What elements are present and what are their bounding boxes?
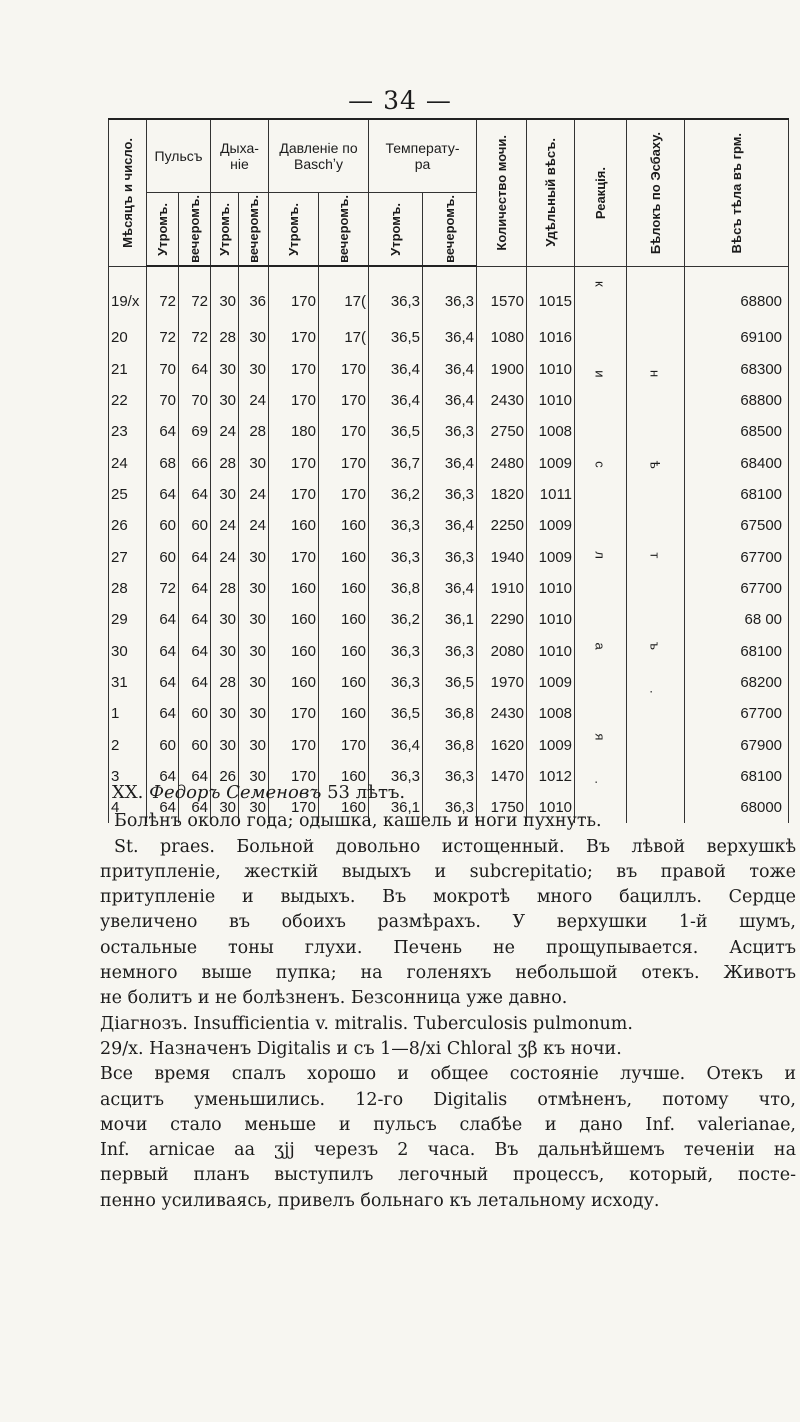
header-breath: Дыха- ніе <box>211 119 269 193</box>
cell-date: 31 <box>109 667 147 698</box>
cell-t2: 36,1 <box>423 604 477 635</box>
cell-weight: 68000 <box>685 792 789 823</box>
cell-pr2: 170 <box>319 416 369 447</box>
cell-p1: 64 <box>147 698 179 729</box>
cell-b2: 28 <box>239 416 269 447</box>
cell-pr1: 170 <box>269 698 319 729</box>
cell-t1: 36,4 <box>369 729 423 760</box>
cell-date: 29 <box>109 604 147 635</box>
cell-date: 21 <box>109 353 147 384</box>
cell-g: 1009 <box>527 729 575 760</box>
table-row <box>109 416 789 447</box>
cell-b1: 30 <box>211 266 239 322</box>
cell-p1: 64 <box>147 761 179 792</box>
cell-b2: 30 <box>239 729 269 760</box>
cell-u: 2430 <box>477 385 527 416</box>
cell-t2: 36,8 <box>423 729 477 760</box>
cell-weight: 68800 <box>685 266 789 322</box>
cell-t2: 36,4 <box>423 573 477 604</box>
cell-g: 1008 <box>527 416 575 447</box>
cell-pr1: 160 <box>269 604 319 635</box>
cell-weight: 68400 <box>685 447 789 478</box>
cell-t1: 36,1 <box>369 792 423 823</box>
cell-u: 1970 <box>477 667 527 698</box>
cell-p2: 72 <box>179 266 211 322</box>
cell-b2: 30 <box>239 353 269 384</box>
cell-u: 1080 <box>477 322 527 353</box>
table-body <box>109 266 789 823</box>
table-row <box>109 729 789 760</box>
cell-p1: 72 <box>147 322 179 353</box>
header-pressure: Давленіе по Ваschʼу <box>269 119 369 193</box>
cell-b1: 28 <box>211 447 239 478</box>
cell-b1: 28 <box>211 322 239 353</box>
cell-t1: 36,3 <box>369 761 423 792</box>
cell-weight: 68100 <box>685 479 789 510</box>
cell-pr2: 160 <box>319 761 369 792</box>
cell-b2: 30 <box>239 322 269 353</box>
header-pulse-evening: вечеромъ. <box>179 193 211 267</box>
cell-b1: 30 <box>211 353 239 384</box>
cell-b2: 30 <box>239 541 269 572</box>
cell-t1: 36,3 <box>369 510 423 541</box>
cell-p1: 64 <box>147 416 179 447</box>
cell-date: 2 <box>109 729 147 760</box>
cell-t1: 36,5 <box>369 698 423 729</box>
header-breath-evening: вечеромъ. <box>239 193 269 267</box>
cell-p2: 70 <box>179 385 211 416</box>
cell-u: 1470 <box>477 761 527 792</box>
cell-g: 1009 <box>527 447 575 478</box>
header-pulse: Пульсъ <box>147 119 211 193</box>
cell-date: 23 <box>109 416 147 447</box>
cell-u: 2750 <box>477 416 527 447</box>
cell-date: 22 <box>109 385 147 416</box>
cell-t1: 36,2 <box>369 479 423 510</box>
cell-b2: 30 <box>239 761 269 792</box>
cell-pr2: 17( <box>319 266 369 322</box>
cell-p2: 64 <box>179 761 211 792</box>
table-row <box>109 604 789 635</box>
cell-u: 2430 <box>477 698 527 729</box>
text-line: остальные тоны глухи. Печень не прощупывается. Асцитъ <box>100 937 796 958</box>
cell-b2: 30 <box>239 698 269 729</box>
cell-t2: 36,4 <box>423 385 477 416</box>
cell-g: 1015 <box>527 266 575 322</box>
table-row <box>109 698 789 729</box>
cell-p2: 64 <box>179 353 211 384</box>
cell-p2: 64 <box>179 573 211 604</box>
header-breath-morning: Утромъ. <box>211 193 239 267</box>
cell-u: 1940 <box>477 541 527 572</box>
cell-pr1: 170 <box>269 266 319 322</box>
table-row <box>109 667 789 698</box>
cell-t2: 36,3 <box>423 761 477 792</box>
cell-p2: 64 <box>179 667 211 698</box>
cell-t1: 36,7 <box>369 447 423 478</box>
header-pulse-morning: Утромъ. <box>147 193 179 267</box>
cell-b1: 30 <box>211 729 239 760</box>
cell-date: 3 <box>109 761 147 792</box>
text-line: Все время спалъ хорошо и общее состояніе лучше. Отекъ и <box>100 1064 796 1085</box>
cell-u: 2080 <box>477 635 527 666</box>
cell-p2: 72 <box>179 322 211 353</box>
cell-b1: 24 <box>211 416 239 447</box>
cell-p1: 72 <box>147 266 179 322</box>
cell-t1: 36,3 <box>369 266 423 322</box>
cell-b2: 36 <box>239 266 269 322</box>
cell-t1: 36,8 <box>369 573 423 604</box>
cell-g: 1009 <box>527 510 575 541</box>
cell-t2: 36,3 <box>423 416 477 447</box>
cell-p1: 72 <box>147 573 179 604</box>
header-temperature-evening: вечеромъ. <box>423 193 477 267</box>
cell-date: 25 <box>109 479 147 510</box>
cell-t1: 36,5 <box>369 416 423 447</box>
cell-g: 1009 <box>527 541 575 572</box>
cell-t2: 36,3 <box>423 635 477 666</box>
cell-b1: 30 <box>211 635 239 666</box>
cell-pr1: 170 <box>269 541 319 572</box>
cell-t2: 36,4 <box>423 447 477 478</box>
cell-g: 1010 <box>527 635 575 666</box>
text-line: первый планъ выступилъ легочный процессъ, который, посте- <box>100 1165 796 1186</box>
cell-b2: 24 <box>239 385 269 416</box>
table-row <box>109 266 789 322</box>
cell-b1: 24 <box>211 541 239 572</box>
cell-g: 1009 <box>527 667 575 698</box>
cell-t2: 36,4 <box>423 353 477 384</box>
cell-p1: 64 <box>147 479 179 510</box>
text-line: притупленіе и выдыхъ. Въ мокротѣ много бациллъ. Сердце <box>100 887 796 908</box>
cell-b1: 28 <box>211 573 239 604</box>
cell-pr1: 170 <box>269 447 319 478</box>
table-row <box>109 322 789 353</box>
cell-b2: 30 <box>239 792 269 823</box>
cell-pr2: 160 <box>319 510 369 541</box>
cell-g: 1010 <box>527 792 575 823</box>
table-row <box>109 541 789 572</box>
cell-p1: 64 <box>147 604 179 635</box>
cell-u: 1570 <box>477 266 527 322</box>
cell-t1: 36,3 <box>369 541 423 572</box>
cell-t2: 36,5 <box>423 667 477 698</box>
cell-u: 2480 <box>477 447 527 478</box>
cell-pr2: 160 <box>319 792 369 823</box>
cell-b2: 24 <box>239 510 269 541</box>
cell-p2: 64 <box>179 792 211 823</box>
header-reaction: Реакція. <box>575 119 627 266</box>
cell-b2: 30 <box>239 635 269 666</box>
cell-p1: 68 <box>147 447 179 478</box>
table-row <box>109 385 789 416</box>
cell-u: 2290 <box>477 604 527 635</box>
header-temperature-morning: Утромъ. <box>369 193 423 267</box>
cell-pr2: 160 <box>319 573 369 604</box>
cell-pr2: 160 <box>319 698 369 729</box>
protein-value: н ѣ т ъ. <box>647 370 663 734</box>
case-age: 53 лѣтъ. <box>327 782 406 803</box>
header-protein: Бѣлокъ по Эсбаху. <box>627 119 685 266</box>
cell-p2: 64 <box>179 604 211 635</box>
cell-u: 1820 <box>477 479 527 510</box>
cell-b1: 30 <box>211 479 239 510</box>
cell-pr2: 170 <box>319 729 369 760</box>
cell-pr1: 170 <box>269 792 319 823</box>
cell-p1: 70 <box>147 353 179 384</box>
header-gravity: Удѣльный вѣсъ. <box>527 119 575 266</box>
cell-t1: 36,3 <box>369 667 423 698</box>
cell-pr1: 170 <box>269 353 319 384</box>
cell-weight: 67700 <box>685 541 789 572</box>
table-row <box>109 447 789 478</box>
cell-pr2: 160 <box>319 667 369 698</box>
cell-pr2: 170 <box>319 479 369 510</box>
header-pressure-morning: Утромъ. <box>269 193 319 267</box>
cell-weight: 69100 <box>685 322 789 353</box>
cell-t2: 36,4 <box>423 510 477 541</box>
text-line: Діагнозъ. Insufficientia v. mitralis. Tuberculosis pulmonum. <box>100 1013 633 1034</box>
cell-date: 28 <box>109 573 147 604</box>
cell-b2: 30 <box>239 447 269 478</box>
cell-p1: 60 <box>147 729 179 760</box>
cell-b2: 30 <box>239 573 269 604</box>
cell-b2: 30 <box>239 667 269 698</box>
cell-pr1: 170 <box>269 729 319 760</box>
cell-weight: 68300 <box>685 353 789 384</box>
header-pressure-evening: вечеромъ. <box>319 193 369 267</box>
header-temperature: Температу- ра <box>369 119 477 193</box>
cell-reaction <box>575 266 627 823</box>
cell-weight: 68800 <box>685 385 789 416</box>
cell-u: 1750 <box>477 792 527 823</box>
cell-p1: 70 <box>147 385 179 416</box>
cell-weight: 68100 <box>685 635 789 666</box>
text-line: St. praes. Больной довольно истощенный. Въ лѣвой верхушкѣ <box>114 836 796 857</box>
cell-b2: 24 <box>239 479 269 510</box>
cell-t2: 36,4 <box>423 322 477 353</box>
cell-t2: 36,8 <box>423 698 477 729</box>
cell-pr1: 170 <box>269 385 319 416</box>
cell-pr1: 160 <box>269 635 319 666</box>
cell-pr1: 170 <box>269 761 319 792</box>
cell-b1: 26 <box>211 761 239 792</box>
cell-t2: 36,3 <box>423 541 477 572</box>
cell-date: 4 <box>109 792 147 823</box>
cell-b1: 28 <box>211 667 239 698</box>
cell-pr2: 17( <box>319 322 369 353</box>
cell-t1: 36,4 <box>369 353 423 384</box>
cell-t2: 36,3 <box>423 479 477 510</box>
cell-t2: 36,3 <box>423 266 477 322</box>
cell-b1: 30 <box>211 604 239 635</box>
cell-date: 30 <box>109 635 147 666</box>
cell-weight: 68100 <box>685 761 789 792</box>
cell-p2: 60 <box>179 729 211 760</box>
cell-pr1: 170 <box>269 322 319 353</box>
case-number: XX. <box>112 782 144 803</box>
cell-b2: 30 <box>239 604 269 635</box>
cell-p1: 64 <box>147 792 179 823</box>
cell-u: 2250 <box>477 510 527 541</box>
page-number: — 34 — <box>348 86 452 115</box>
case-text <box>100 780 796 1214</box>
header-weight: Вѣсъ тѣла въ грм. <box>685 119 789 266</box>
cell-b1: 30 <box>211 385 239 416</box>
cell-weight: 68200 <box>685 667 789 698</box>
observation-table <box>108 118 789 823</box>
cell-p2: 64 <box>179 479 211 510</box>
case-name: Федоръ Семеновъ <box>149 782 322 803</box>
cell-date: 1 <box>109 698 147 729</box>
cell-g: 1011 <box>527 479 575 510</box>
cell-weight: 68 00 <box>685 604 789 635</box>
cell-g: 1010 <box>527 385 575 416</box>
cell-weight: 67500 <box>685 510 789 541</box>
cell-p1: 60 <box>147 510 179 541</box>
cell-t1: 36,5 <box>369 322 423 353</box>
cell-pr2: 170 <box>319 385 369 416</box>
text-line: не болитъ и не болѣзненъ. Безсонница уже давно. <box>100 988 568 1009</box>
text-line: пенно усиливаясь, привелъ больнаго къ летальному исходу. <box>100 1190 660 1211</box>
cell-u: 1910 <box>477 573 527 604</box>
text-line: 29/x. Назначенъ Digitalis и съ 1—8/xi Chloral ʒβ къ ночи. <box>100 1038 622 1059</box>
text-line: Болѣнъ около года; одышка, кашель и ноги пухнуть. <box>114 811 602 832</box>
cell-p2: 60 <box>179 510 211 541</box>
cell-weight: 68500 <box>685 416 789 447</box>
cell-g: 1010 <box>527 353 575 384</box>
cell-t1: 36,3 <box>369 635 423 666</box>
cell-u: 1900 <box>477 353 527 384</box>
cell-p1: 64 <box>147 635 179 666</box>
cell-p1: 60 <box>147 541 179 572</box>
header-date: Мѣсяцъ и число. <box>109 119 147 266</box>
cell-p2: 64 <box>179 635 211 666</box>
text-line: немного выше пупка; на голеняхъ небольшой отекъ. Животъ <box>100 963 796 984</box>
observation-table-wrapper <box>108 118 788 823</box>
cell-pr1: 160 <box>269 510 319 541</box>
cell-date: 20 <box>109 322 147 353</box>
table-row <box>109 635 789 666</box>
header-urine: Количество мочи. <box>477 119 527 266</box>
table-row <box>109 479 789 510</box>
cell-g: 1010 <box>527 604 575 635</box>
cell-pr1: 180 <box>269 416 319 447</box>
text-line: Inf. arnicae aa ʒjj черезъ 2 часа. Въ дальнѣйшемъ теченіи на <box>100 1140 796 1161</box>
text-line: мочи стало меньше и пульсъ слабѣе и дано Inf. valerianae, <box>100 1114 796 1135</box>
table-row <box>109 353 789 384</box>
cell-u: 1620 <box>477 729 527 760</box>
text-line: увеличено въ обоихъ размѣрахъ. У верхушки 1-й шумъ, <box>100 912 796 933</box>
cell-g: 1016 <box>527 322 575 353</box>
cell-pr2: 160 <box>319 635 369 666</box>
text-line: асцитъ уменьшились. 12-го Digitalis отмѣненъ, потому что, <box>100 1089 796 1110</box>
table-row <box>109 573 789 604</box>
cell-date: 26 <box>109 510 147 541</box>
cell-pr1: 160 <box>269 573 319 604</box>
cell-t1: 36,2 <box>369 604 423 635</box>
cell-pr1: 170 <box>269 479 319 510</box>
cell-date: 19/x <box>109 266 147 322</box>
cell-pr2: 170 <box>319 353 369 384</box>
cell-weight: 67700 <box>685 698 789 729</box>
text-line: притупленіе, жесткій выдыхъ и subcrepitatio; въ правой тоже <box>100 861 796 882</box>
cell-p1: 64 <box>147 667 179 698</box>
cell-g: 1010 <box>527 573 575 604</box>
cell-b1: 30 <box>211 698 239 729</box>
cell-p2: 69 <box>179 416 211 447</box>
cell-protein <box>627 266 685 823</box>
cell-pr2: 170 <box>319 447 369 478</box>
cell-b1: 24 <box>211 510 239 541</box>
case-paragraphs <box>100 809 796 1214</box>
table-row <box>109 510 789 541</box>
cell-p2: 66 <box>179 447 211 478</box>
cell-t2: 36,3 <box>423 792 477 823</box>
cell-date: 24 <box>109 447 147 478</box>
cell-pr2: 160 <box>319 541 369 572</box>
cell-p2: 60 <box>179 698 211 729</box>
cell-g: 1008 <box>527 698 575 729</box>
cell-weight: 67700 <box>685 573 789 604</box>
cell-pr1: 160 <box>269 667 319 698</box>
reaction-value: к и с л а я. <box>592 280 608 824</box>
cell-p2: 64 <box>179 541 211 572</box>
cell-pr2: 160 <box>319 604 369 635</box>
cell-b1: 30 <box>211 792 239 823</box>
cell-g: 1012 <box>527 761 575 792</box>
cell-t1: 36,4 <box>369 385 423 416</box>
case-heading <box>112 780 796 805</box>
cell-weight: 67900 <box>685 729 789 760</box>
cell-date: 27 <box>109 541 147 572</box>
